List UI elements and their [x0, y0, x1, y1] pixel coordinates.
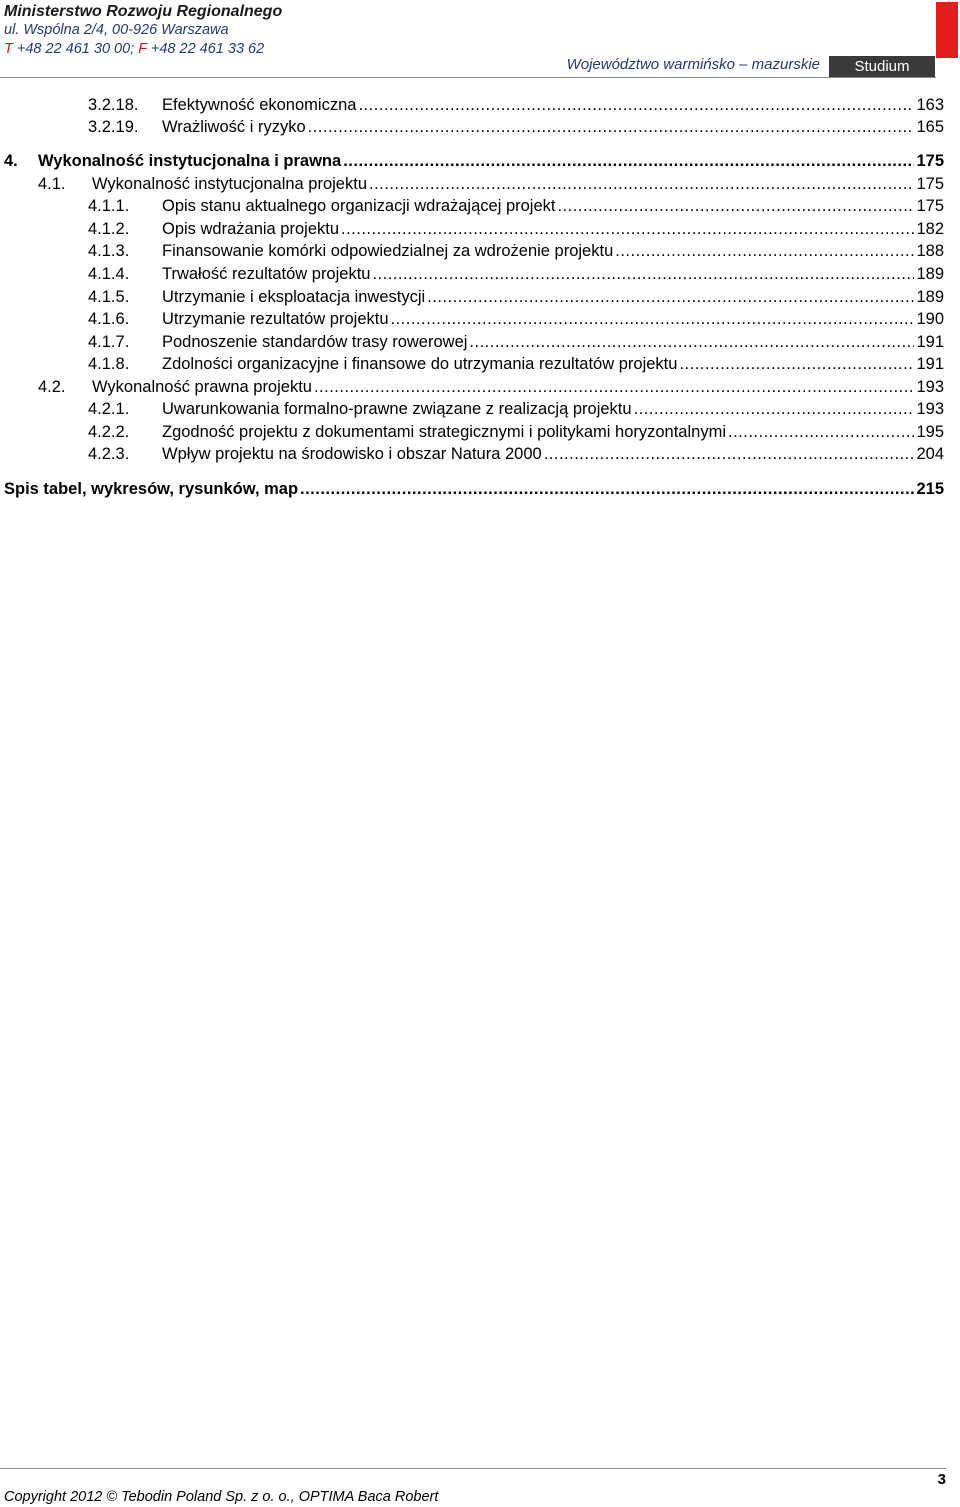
toc-entry-page: 165	[916, 118, 944, 136]
toc-entry-number: 4.1.7.	[88, 333, 130, 351]
copyright: Copyright 2012 © Tebodin Poland Sp. z o. o., OPTIMA Baca Robert	[4, 1489, 439, 1505]
toc-entry[interactable]	[88, 421, 944, 443]
header-divider	[0, 77, 936, 78]
toc-leader-dots	[728, 421, 914, 443]
toc-entry-title: Zgodność projektu z dokumentami strategicznymi i politykami horyzontalnymi	[162, 423, 726, 441]
phone-number: +48 22 461 30 00;	[16, 41, 135, 57]
toc-entry-page: 191	[916, 333, 944, 351]
toc-entry-title: Wrażliwość i ryzyko	[162, 118, 306, 136]
toc-leader-dots	[679, 353, 914, 375]
toc-leader-dots	[469, 331, 914, 353]
toc-entry-page: 195	[916, 423, 944, 441]
fax-number: +48 22 461 33 62	[150, 41, 265, 57]
toc-entry-page: 188	[916, 242, 944, 260]
toc-entry-title: Wykonalność prawna projektu	[92, 378, 312, 396]
toc-leader-dots	[544, 443, 915, 465]
phone-label: T	[4, 41, 13, 57]
footer-divider	[0, 1468, 946, 1469]
toc-entry[interactable]	[88, 94, 944, 116]
toc-entry-page: 190	[916, 310, 944, 328]
org-name: Ministerstwo Rozwoju Regionalnego	[4, 3, 283, 20]
toc-entry-page: 193	[916, 400, 944, 418]
toc-entry-page: 189	[916, 265, 944, 283]
toc-entry-number: 3.2.18.	[88, 96, 139, 114]
toc-entry-page: 175	[916, 175, 944, 193]
toc-entry[interactable]	[88, 398, 944, 420]
toc-leader-dots	[314, 376, 915, 398]
region-label: Województwo warmińsko – mazurskie	[566, 56, 820, 73]
org-address: ul. Wspólna 2/4, 00-926 Warszawa	[4, 22, 229, 38]
toc-entry-title: Wykonalność instytucjonalna projektu	[92, 175, 367, 193]
toc-entry[interactable]	[88, 443, 944, 465]
toc-entry-number: 4.1.	[38, 175, 66, 193]
toc-entry-page: 182	[916, 220, 944, 238]
toc-entry-title: Utrzymanie i eksploatacja inwestycji	[162, 288, 426, 306]
header-contact	[4, 2, 282, 59]
toc-entry-title: Opis wdrażania projektu	[162, 220, 340, 238]
toc-entry-page: 163	[916, 96, 944, 114]
toc-entry-title: Spis tabel, wykresów, rysunków, map	[4, 480, 299, 498]
toc-leader-dots	[391, 308, 915, 330]
toc-entry[interactable]	[88, 286, 944, 308]
toc-leader-dots	[358, 94, 914, 116]
toc-leader-dots	[427, 286, 914, 308]
toc-entry[interactable]	[88, 218, 944, 240]
toc-entry-title: Utrzymanie rezultatów projektu	[162, 310, 389, 328]
toc-entry-number: 4.1.3.	[88, 242, 130, 260]
toc-entry[interactable]	[88, 116, 944, 138]
toc-entry-title: Trwałość rezultatów projektu	[162, 265, 371, 283]
toc-entry-title: Opis stanu aktualnego organizacji wdrażającej projekt	[162, 197, 556, 215]
toc-entry-number: 4.1.6.	[88, 310, 130, 328]
toc-leader-dots	[557, 195, 914, 217]
doc-type-badge: Studium	[829, 56, 935, 77]
toc-entry-page: 193	[916, 378, 944, 396]
toc-entry-title: Zdolności organizacyjne i finansowe do utrzymania rezultatów projektu	[162, 355, 678, 373]
page-number: 3	[937, 1471, 946, 1488]
toc-entry-number: 4.2.1.	[88, 400, 130, 418]
toc-entry-page: 175	[916, 197, 944, 215]
toc-entry-page: 204	[916, 445, 944, 463]
toc-entry-page: 175	[916, 152, 944, 170]
toc-entry-title: Podnoszenie standardów trasy rowerowej	[162, 333, 468, 351]
toc-leader-dots	[300, 478, 914, 500]
fax-label: F	[138, 41, 147, 57]
toc-entry-number: 4.1.1.	[88, 197, 130, 215]
toc-leader-dots	[634, 398, 915, 420]
toc-entry-number: 4.1.5.	[88, 288, 130, 306]
toc-entry[interactable]	[4, 478, 944, 500]
toc-entry-number: 4.2.	[38, 378, 66, 396]
toc-leader-dots	[343, 150, 914, 172]
org-phones	[4, 40, 282, 59]
toc-entry[interactable]	[38, 376, 944, 398]
toc-leader-dots	[615, 240, 914, 262]
toc-leader-dots	[369, 173, 914, 195]
toc-entry[interactable]	[88, 263, 944, 285]
toc-entry-number: 4.	[4, 152, 18, 170]
brand-bar	[936, 2, 958, 58]
toc-entry[interactable]	[4, 150, 944, 172]
toc-entry-number: 4.1.2.	[88, 220, 130, 238]
toc-entry[interactable]	[38, 173, 944, 195]
toc-entry-number: 4.1.4.	[88, 265, 130, 283]
toc-entry-page: 215	[916, 480, 944, 498]
toc-entry[interactable]	[88, 331, 944, 353]
toc-entry-number: 4.2.3.	[88, 445, 130, 463]
toc-entry-page: 189	[916, 288, 944, 306]
toc-leader-dots	[341, 218, 914, 240]
toc-entry[interactable]	[88, 308, 944, 330]
toc-entry-title: Uwarunkowania formalno-prawne związane z realizacją projektu	[162, 400, 632, 418]
toc-entry-title: Efektywność ekonomiczna	[162, 96, 357, 114]
toc-entry-number: 4.1.8.	[88, 355, 130, 373]
toc-entry-number: 4.2.2.	[88, 423, 130, 441]
toc-entry[interactable]	[88, 195, 944, 217]
toc-entry-title: Wykonalność instytucjonalna i prawna	[38, 152, 342, 170]
toc-leader-dots	[308, 116, 915, 138]
toc-entry[interactable]	[88, 240, 944, 262]
toc-entry-page: 191	[916, 355, 944, 373]
toc-leader-dots	[372, 263, 914, 285]
toc-entry[interactable]	[88, 353, 944, 375]
toc-entry-title: Finansowanie komórki odpowiedzialnej za wdrożenie projektu	[162, 242, 614, 260]
toc-entry-title: Wpływ projektu na środowisko i obszar Natura 2000	[162, 445, 542, 463]
toc-entry-number: 3.2.19.	[88, 118, 139, 136]
